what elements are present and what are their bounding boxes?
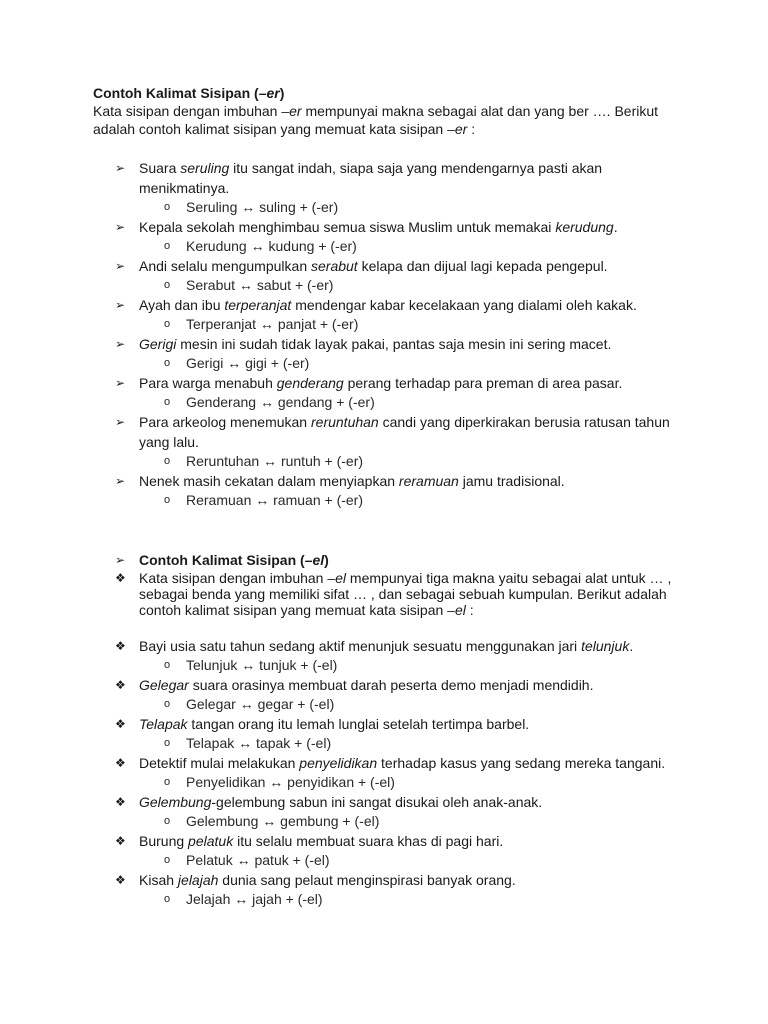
example-sentence: ➢ Nenek masih cekatan dalam menyiapkan reramuan jamu tradisional. <box>115 473 565 489</box>
inserted-word: kerudung <box>555 219 614 235</box>
example-sentence: ❖ Bayi usia satu tahun sedang aktif menunjuk sesuatu menggunakan jari telunjuk. <box>115 638 634 654</box>
section-el-list <box>93 636 693 909</box>
diamond-bullet-icon: ❖ <box>115 717 126 731</box>
inserted-word: jelajah <box>177 872 219 888</box>
section-er-list <box>93 158 693 510</box>
example-sentence: ➢ Para warga menabuh genderang perang terhadap para preman di area pasar. <box>115 375 623 391</box>
example-sentence: ➢ Kepala sekolah menghimbau semua siswa Muslim untuk memakai kerudung. <box>115 219 618 235</box>
circle-bullet-icon: o <box>164 494 171 506</box>
example-sentence: ❖ Burung pelatuk itu selalu membuat suara khas di pagi hari. <box>115 833 504 849</box>
example-sentence: ➢ Gerigi mesin ini sudah tidak layak pakai, pantas saja mesin ini sering macet. <box>115 336 612 352</box>
section-el <box>93 550 693 909</box>
circle-bullet-icon: o <box>164 659 171 671</box>
circle-bullet-icon: o <box>164 357 171 369</box>
arrow-bullet-icon: ➢ <box>115 474 126 488</box>
arrow-bullet-icon: ➢ <box>115 298 126 312</box>
word-breakdown: o Gerigi ↔ gigi + (-er) <box>164 355 310 371</box>
inserted-word: telunjuk <box>581 638 630 654</box>
inserted-word: penyelidikan <box>299 755 378 771</box>
section-el-title: ➢ Contoh Kalimat Sisipan (–el) <box>115 552 329 568</box>
diamond-bullet-icon: ❖ <box>115 873 126 887</box>
word-breakdown: o Kerudung ↔ kudung + (-er) <box>164 238 357 254</box>
diamond-bullet-icon: ❖ <box>115 678 126 692</box>
inserted-word: Gelegar <box>139 677 189 693</box>
circle-bullet-icon: o <box>164 893 171 905</box>
circle-bullet-icon: o <box>164 776 171 788</box>
circle-bullet-icon: o <box>164 815 171 827</box>
arrow-bullet-icon: ➢ <box>115 259 126 273</box>
arrow-bullet-icon: ➢ <box>115 415 126 429</box>
arrow-bullet-icon: ➢ <box>115 161 126 175</box>
example-sentence: ❖ Gelembung-gelembung sabun ini sangat disukai oleh anak-anak. <box>115 794 543 810</box>
example-sentence: ❖ Detektif mulai melakukan penyelidikan terhadap kasus yang sedang mereka tangani. <box>115 755 666 771</box>
word-breakdown: o Telunjuk ↔ tunjuk + (-el) <box>164 657 338 673</box>
word-breakdown: o Reruntuhan ↔ runtuh + (-er) <box>164 453 364 469</box>
inserted-word: Gerigi <box>139 336 177 352</box>
circle-bullet-icon: o <box>164 279 171 291</box>
inserted-word: Gelembung <box>139 794 212 810</box>
diamond-bullet-icon: ❖ <box>115 756 126 770</box>
inserted-word: seruling <box>180 160 230 176</box>
section-er <box>93 84 693 510</box>
circle-bullet-icon: o <box>164 698 171 710</box>
word-breakdown: o Gelegar ↔ gegar + (-el) <box>164 696 335 712</box>
word-breakdown: o Gelembung ↔ gembung + (-el) <box>164 813 380 829</box>
example-sentence: ➢ Suara seruling itu sangat indah, siapa saja yang mendengarnya pasti akan menikmatinya. <box>115 160 603 196</box>
circle-bullet-icon: o <box>164 854 171 866</box>
example-sentence: ❖ Telapak tangan orang itu lemah lunglai setelah tertimpa barbel. <box>115 716 530 732</box>
section-el-intro: ❖ Kata sisipan dengan imbuhan –el mempunyai tiga makna yaitu sebagai alat untuk … , sebagai benda yang memiliki sifat … , dan sebagai sebuah kumpulan. Berikut adalah contoh kalimat sisipan yang memuat kata sisipan –el : <box>115 570 672 618</box>
arrow-bullet-icon: ➢ <box>115 376 126 390</box>
diamond-bullet-icon: ❖ <box>115 795 126 809</box>
diamond-bullet-icon: ❖ <box>115 834 126 848</box>
section-er-title: Contoh Kalimat Sisipan (–er) <box>93 85 285 101</box>
circle-bullet-icon: o <box>164 318 171 330</box>
example-sentence: ❖ Kisah jelajah dunia sang pelaut menginspirasi banyak orang. <box>115 872 516 888</box>
inserted-word: serabut <box>311 258 358 274</box>
example-sentence: ➢ Ayah dan ibu terperanjat mendengar kabar kecelakaan yang dialami oleh kakak. <box>115 297 637 313</box>
arrow-bullet-icon: ➢ <box>115 337 126 351</box>
inserted-word: Telapak <box>139 716 188 732</box>
word-breakdown: o Reramuan ↔ ramuan + (-er) <box>164 492 364 508</box>
inserted-word: genderang <box>276 375 344 391</box>
circle-bullet-icon: o <box>164 240 171 252</box>
word-breakdown: o Penyelidikan ↔ penyidikan + (-el) <box>164 774 395 790</box>
inserted-word: reruntuhan <box>311 414 379 430</box>
diamond-bullet-icon: ❖ <box>115 571 126 585</box>
inserted-word: pelatuk <box>188 833 234 849</box>
circle-bullet-icon: o <box>164 455 171 467</box>
word-breakdown: o Telapak ↔ tapak + (-el) <box>164 735 332 751</box>
inserted-word: terperanjat <box>224 297 292 313</box>
word-breakdown: o Seruling ↔ suling + (-er) <box>164 199 339 215</box>
example-sentence: ➢ Andi selalu mengumpulkan serabut kelapa dan dijual lagi kepada pengepul. <box>115 258 608 274</box>
section-er-intro: Kata sisipan dengan imbuhan –er mempunyai makna sebagai alat dan yang ber …. Berikut adalah contoh kalimat sisipan yang memuat kata sisipan –er : <box>93 103 659 137</box>
arrow-bullet-icon: ➢ <box>115 553 126 567</box>
circle-bullet-icon: o <box>164 396 171 408</box>
word-breakdown: o Terperanjat ↔ panjat + (-er) <box>164 316 359 332</box>
word-breakdown: o Serabut ↔ sabut + (-er) <box>164 277 334 293</box>
circle-bullet-icon: o <box>164 737 171 749</box>
circle-bullet-icon: o <box>164 201 171 213</box>
word-breakdown: o Jelajah ↔ jajah + (-el) <box>164 891 323 907</box>
word-breakdown: o Genderang ↔ gendang + (-er) <box>164 394 375 410</box>
example-sentence: ❖ Gelegar suara orasinya membuat darah peserta demo menjadi mendidih. <box>115 677 594 693</box>
inserted-word: reramuan <box>398 473 459 489</box>
arrow-bullet-icon: ➢ <box>115 220 126 234</box>
word-breakdown: o Pelatuk ↔ patuk + (-el) <box>164 852 330 868</box>
example-sentence: ➢ Para arkeolog menemukan reruntuhan candi yang diperkirakan berusia ratusan tahun yang lalu. <box>115 414 670 450</box>
diamond-bullet-icon: ❖ <box>115 639 126 653</box>
